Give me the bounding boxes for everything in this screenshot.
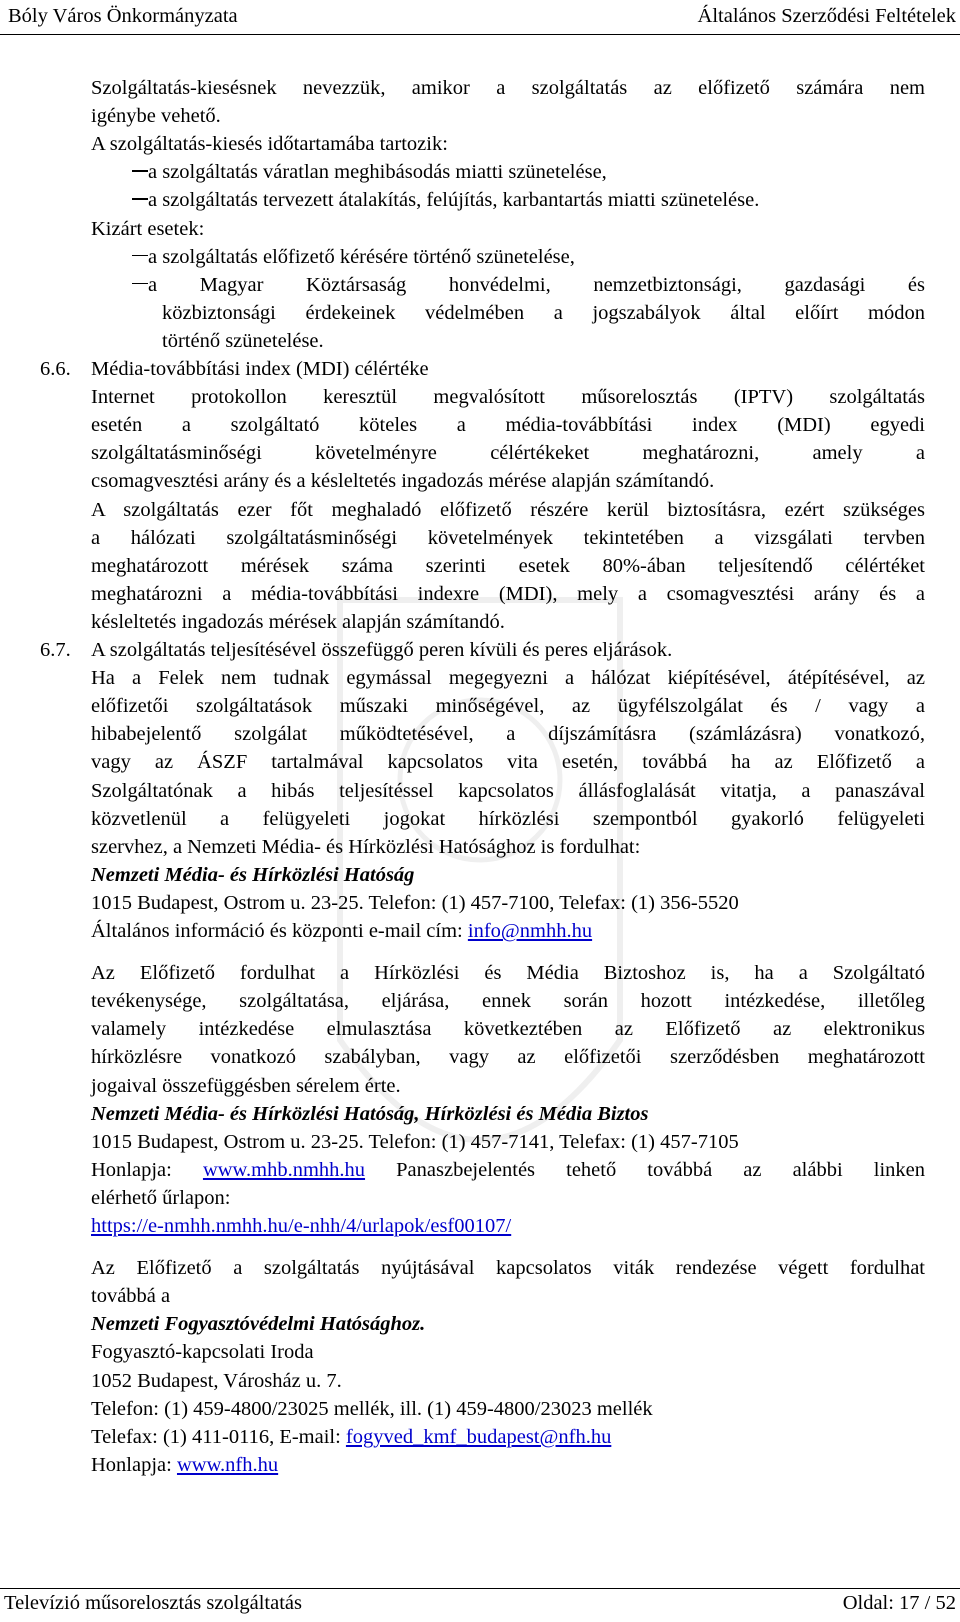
line-text: jogaival összefüggésben sérelem érte. (91, 1074, 401, 1097)
bullet-dash (132, 255, 148, 257)
text-line (91, 1256, 925, 1280)
text-line (91, 1425, 611, 1449)
line-text: előfizetői szolgáltatások műszaki minőségével, az ügyfélszolgálat és / vagy a (91, 695, 925, 718)
line-text: szervhez, a Nemzeti Média- és Hírközlési Hatósághoz is fordulhat: (91, 835, 641, 858)
text-line (91, 1214, 511, 1238)
authority-name: Nemzeti Fogyasztóvédelmi Hatósághoz. (91, 1313, 426, 1336)
text-line (148, 160, 607, 184)
text-line (91, 779, 925, 803)
line-text: Fogyasztó-kapcsolati Iroda (91, 1341, 314, 1364)
text-line (91, 1158, 925, 1182)
text-line (148, 245, 575, 269)
header-org: Bóly Város Önkormányzata (8, 5, 238, 27)
page-header (0, 0, 960, 35)
text-line (148, 273, 925, 297)
web-link[interactable]: www.nfh.hu (176, 1453, 279, 1476)
line-text: Az Előfizető fordulhat a Hírközlési és Média Biztoshoz is, ha a Szolgáltató (91, 962, 925, 985)
line-text: Panaszbejelentés tehető továbbá az alábbi linken (396, 1158, 925, 1181)
line-text: a szolgáltatás előfizető kérésére történő szünetelése, (148, 245, 575, 268)
line-text: 1015 Budapest, Ostrom u. 23-25. Telefon: (1) 457-7141, Telefax: (1) 457-7105 (91, 1130, 739, 1153)
line-text: a szolgáltatás váratlan meghibásodás miatti szünetelése, (148, 161, 607, 184)
text-line (162, 301, 925, 325)
line-text: hibabejelentő szolgálat működtetésével, a díjszámításra (számlázásra) vonatkozó, (91, 723, 925, 746)
line-text: továbbá a (91, 1285, 171, 1308)
line-text: közbiztonsági érdekeinek védelmében a jogszabályok által előírt módon (162, 301, 925, 324)
text-line (91, 385, 925, 409)
line-text: meghatározott mérések száma szerinti esetek 80%-ában teljesítendő célértéket (91, 554, 925, 577)
text-line (40, 357, 429, 381)
text-line (91, 526, 925, 550)
line-text: Kizárt esetek: (91, 217, 205, 240)
section-number: 6.6. (40, 358, 71, 380)
line-text: Szolgáltatónak a hibás teljesítéssel kapcsolatos állásfoglalását vitatja, a panaszával (91, 779, 925, 802)
text-line (91, 1074, 401, 1098)
web-link[interactable]: www.mhb.nmhh.hu (202, 1158, 366, 1181)
text-line (91, 807, 925, 831)
text-line (91, 1397, 653, 1421)
text-line (91, 413, 925, 437)
bullet-dash (132, 198, 148, 200)
text-line (91, 1284, 170, 1308)
text-line (91, 498, 925, 522)
line-text: szolgáltatásminőségi követelményre célértékeket meghatározni, amely a (91, 442, 925, 465)
line-text: a szolgáltatás tervezett átalakítás, felújítás, karbantartás miatti szünetelése. (148, 189, 760, 212)
text-line (91, 76, 925, 100)
web-link[interactable]: https://e-nmhh.nmhh.hu/e-nhh/4/urlapok/esf00107/ (91, 1215, 512, 1237)
line-text: közvetlenül a felügyeleti jogokat hírközlési szempontból gyakorló felügyeleti (91, 807, 925, 830)
line-text: a Magyar Köztársaság honvédelmi, nemzetbiztonsági, gazdasági és (148, 273, 925, 296)
line-text: Szolgáltatás-kiesésnek nevezzük, amikor a szolgáltatás az előfizető számára nem (91, 77, 925, 99)
line-text: elérhető űrlapon: (91, 1186, 231, 1209)
text-line (91, 610, 505, 634)
text-line (91, 1340, 314, 1364)
text-line (91, 750, 925, 774)
line-text: történő szünetelése. (162, 329, 324, 352)
text-line (91, 722, 925, 746)
text-line (91, 666, 925, 690)
text-line (91, 554, 925, 578)
line-text: Általános információ és központi e-mail cím: (91, 920, 468, 942)
text-line (40, 638, 673, 662)
line-text: Telefax: (1) 411-0116, E-mail: (91, 1425, 346, 1448)
text-line (91, 919, 592, 943)
line-text: valamely intézkedése elmulasztása következtében az Előfizető az elektronikus (91, 1018, 925, 1041)
text-line (91, 1369, 342, 1393)
line-text: a hálózati szolgáltatásminőségi követelmények tekintetében a vizsgálati tervben (91, 526, 925, 549)
text-line (91, 835, 640, 859)
authority-name: Nemzeti Média- és Hírközlési Hatóság (91, 863, 415, 886)
bullet-dash (132, 283, 148, 285)
text-line (91, 1453, 278, 1477)
line-text: Az Előfizető a szolgáltatás nyújtásával kapcsolatos viták rendezése végett fordulhat (91, 1257, 925, 1280)
line-text: meghatározni a média-továbbítási indexre (MDI), mely a csomagvesztési arány és a (91, 582, 925, 605)
text-line (91, 1017, 925, 1041)
text-line (91, 1186, 230, 1210)
text-line (91, 1130, 739, 1154)
line-text: A szolgáltatás-kiesés időtartamába tartozik: (91, 133, 448, 156)
email-link[interactable]: fogyved_kmf_budapest@nfh.hu (345, 1425, 612, 1448)
text-line (91, 582, 925, 606)
text-line (91, 104, 221, 128)
line-text: csomagvesztési arány és a késleltetés ingadozás mérése alapján számítandó. (91, 470, 715, 493)
authority-name: Nemzeti Média- és Hírközlési Hatóság, Hírközlési és Média Biztos (91, 1102, 649, 1125)
footer-page-number: Oldal: 17 / 52 (842, 1592, 956, 1614)
line-text: vagy az ÁSZF tartalmával kapcsolatos vita esetén, továbbá ha az Előfizető a (91, 751, 925, 774)
line-text: igénybe vehető. (91, 105, 221, 128)
line-text: Honlapja: (91, 1453, 177, 1476)
footer-service: Televízió műsorelosztás szolgáltatás (4, 1592, 303, 1614)
section-number: 6.7. (40, 639, 71, 661)
text-line (91, 441, 925, 465)
line-text: Internet protokollon keresztül megvalósított műsorelosztás (IPTV) szolgáltatás (91, 386, 925, 409)
text-line (91, 469, 714, 493)
text-line (91, 217, 204, 241)
email-link[interactable]: info@nmhh.hu (467, 920, 593, 942)
text-line (162, 329, 324, 353)
line-text: hírközlésre vonatkozó szabályban, vagy az előfizetői szerződésben meghatározott (91, 1046, 925, 1069)
text-line (91, 891, 739, 915)
line-text: 1015 Budapest, Ostrom u. 23-25. Telefon: (1) 457-7100, Telefax: (1) 356-5520 (91, 891, 739, 914)
label-text: Honlapja: (91, 1158, 203, 1181)
page-footer (0, 1588, 960, 1614)
bullet-dash (132, 170, 148, 172)
text-line (91, 694, 925, 718)
line-text: Ha a Felek nem tudnak egymással megegyezni a hálózat kiépítésével, átépítésével, az (91, 667, 925, 690)
line-text: Telefon: (1) 459-4800/23025 mellék, ill. (1) 459-4800/23023 mellék (91, 1397, 653, 1420)
line-text: tevékenysége, szolgáltatása, eljárása, ennek során hozott intézkedése, illetőleg (91, 990, 925, 1013)
text-line (91, 1312, 425, 1336)
line-text: esetén a szolgáltató köteles a média-továbbítási index (MDI) egyedi (91, 414, 925, 437)
text-line (91, 1045, 925, 1069)
text-line (91, 989, 925, 1013)
line-text: késleltetés ingadozás mérések alapján számítandó. (91, 610, 505, 633)
header-doc-title: Általános Szerződési Feltételek (697, 5, 956, 27)
text-line (91, 863, 414, 887)
line-text: A szolgáltatás teljesítésével összefüggő peren kívüli és peres eljárások. (91, 639, 673, 661)
line-text: A szolgáltatás ezer főt meghaladó előfizető részére kerül biztosításra, ezért szükséges (91, 498, 925, 521)
text-line (91, 1102, 648, 1126)
text-line (148, 188, 759, 212)
text-line (91, 961, 925, 985)
line-text: 1052 Budapest, Városház u. 7. (91, 1369, 342, 1392)
text-line (91, 132, 448, 156)
line-text: Média-továbbítási index (MDI) célértéke (91, 358, 429, 380)
